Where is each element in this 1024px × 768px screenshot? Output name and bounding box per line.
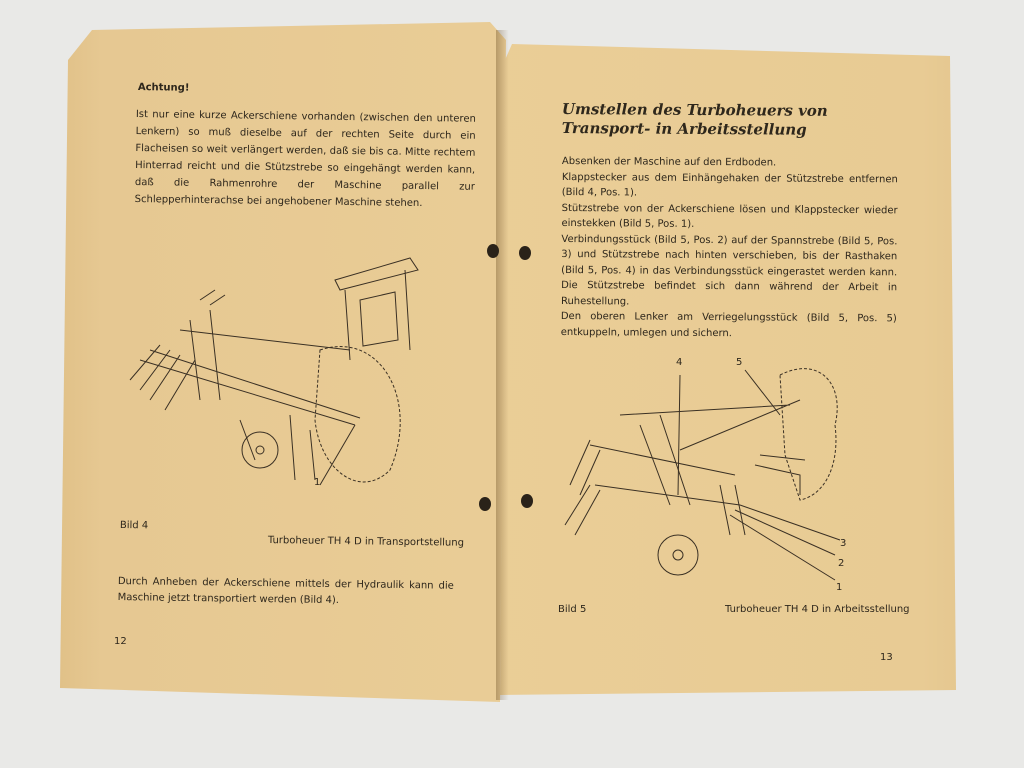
instruction-paragraph: Verbindungsstück (Bild 5, Pos. 2) auf der Spannstrebe (Bild 5, Pos. 3) und Stützstrebe nach hinten verschieben, bis der Rasthaken (Bild 5, Pos. 4) in das Verbindungsstück eingerastet werden kann. Die Stützstrebe befindet sich dann während der Arbeit in Ruhestellung. [560,233,898,307]
binding-hole [519,246,531,260]
instructions [561,154,898,342]
frame [590,400,800,505]
tractor-cab [335,258,418,360]
page-number-12: 12 [114,636,127,647]
figure-bild-4 [120,250,430,500]
section-heading: Umstellen des Turboheuers von Transport- in Arbeitsstellung [561,100,828,139]
figure-4-callout: 1 [314,477,321,488]
tines [565,440,745,535]
tractor-rear [780,369,837,500]
callout-lines [678,370,840,580]
warning-title: Achtung! [137,81,190,94]
figure-bild-5 [560,355,860,595]
callout-1: 1 [836,582,843,593]
binding-hole [487,244,499,258]
instruction-paragraph: Klappstecker aus dem Einhängehaken der Stützstrebe entfernen (Bild 4, Pos. 1). [561,171,898,199]
wheel [658,535,698,575]
callout-5: 5 [736,357,743,368]
page-number-13: 13 [880,652,893,663]
wheel [242,432,278,468]
warning-text: Ist nur eine kurze Ackerschiene vorhanden (zwischen den unteren Lenkern) so muß dieselbe auf der rechten Seite durch ein Flacheisen so weit verlängert werden, daß sie bis ca. Mitte rechtem Hinterrad reicht und die Stützstrebe so eingehängt werden kann, daß die Rahmenrohre der Maschine parallel zur Schlepperhinterachse bei angehobener Maschine stehen. [134,108,476,210]
binding-hole [479,497,491,511]
spine-shadow [496,30,514,700]
figure-4-caption: Turboheuer TH 4 D in Transportstellung [267,534,465,549]
callout-3: 3 [840,538,847,549]
instruction-paragraph: Absenken der Maschine auf den Erdboden. [561,155,777,169]
tractor-wheel [315,347,400,482]
callout-2: 2 [838,558,845,569]
frame [140,310,360,425]
figure-4-label: Bild 4 [119,519,149,532]
tines [130,290,225,410]
left-bottom-text: Durch Anheben der Ackerschiene mittels der Hydraulik kann die Maschine jetzt transportiert werden (Bild 4). [117,575,454,607]
binding-hole [521,494,533,508]
instruction-paragraph: Den oberen Lenker am Verriegelungsstück (Bild 5, Pos. 5) entkuppeln, umlegen und sichern. [560,310,897,339]
figure-5-label: Bild 5 [558,604,587,615]
instruction-paragraph: Stützstrebe von der Ackerschiene lösen und Klappstecker wieder einstekken (Bild 5, Pos. 1). [561,202,898,230]
figure-5-caption: Turboheuer TH 4 D in Arbeitsstellung [725,604,910,615]
callout-4: 4 [676,357,683,368]
